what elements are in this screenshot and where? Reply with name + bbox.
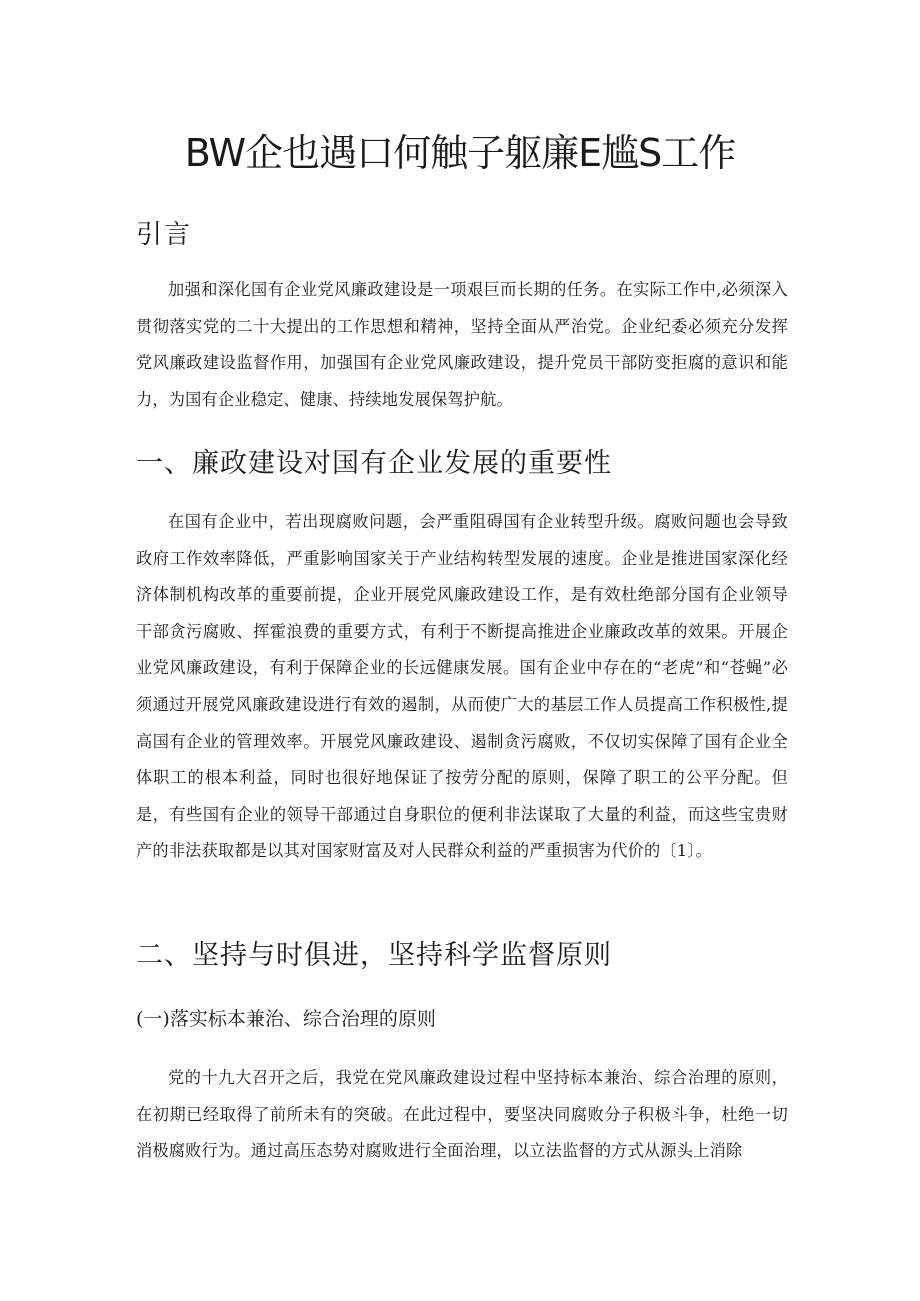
section-1-heading: 一、廉政建设对国有企业发展的重要性 xyxy=(136,448,612,479)
subsection-2-1-paragraph: 党的十九大召开之后，我党在党风廉政建设过程中坚持标本兼治、综合治理的原则，在初期已经取得了前所未有的突破。在此过程中，要坚决同腐败分子积极斗争，杜绝一切消极腐败行为。通过高压态势对腐败进行全面治理，以立法监督的方式从源头上消除 xyxy=(136,1068,788,1161)
document-title: BW企也遇口何触子躯廉E尴S工作 xyxy=(184,131,736,175)
section-1-paragraph: 在国有企业中，若出现腐败问题，会严重阻碍国有企业转型升级。腐败问题也会导致政府工作效率降低，严重影响国家关于产业结构转型发展的速度。企业是推进国家深化经济体制机构改革的重要前提，企业开展党风廉政建设工作，是有效杜绝部分国有企业领导干部贪污腐败、挥霍浪费的重要方式，有利于不断提高推进企业廉政改革的效果。开展企业党风廉政建设，有利于保障企业的长远健康发展。国有企业中存在的“老虎”和“苍蝇”必须通过开展党风廉政建设进行有效的遏制，从而使广大的基层工作人员提高工作积极性,提高国有企业的管理效率。开展党风廉政建设、遏制贪污腐败，不仅切实保障了国有企业全体职工的根本利益，同时也很好地保证了按劳分配的原则，保障了职工的公平分配。但是，有些国有企业的领导干部通过自身职位的便利非法谋取了大量的利益，而这些宝贵财产的非法获取都是以其对国家财富及对人民群众利益的严重损害为代价的〔1〕。 xyxy=(136,512,788,861)
subsection-2-1-heading: (一)落实标本兼治、综合治理的原则 xyxy=(136,1008,436,1030)
section-2-heading: 二、坚持与时俱进，坚持科学监督原则 xyxy=(136,940,612,971)
intro-paragraph: 加强和深化国有企业党风廉政建设是一项艰巨而长期的任务。在实际工作中,必须深入贯彻落实党的二十大提出的工作思想和精神，坚持全面从严治党。企业纪委必须充分发挥党风廉政建设监督作用，加强国有企业党风廉政建设，提升党员干部防变拒腐的意识和能力，为国有企业稳定、健康、持续地发展保驾护航。 xyxy=(136,280,788,409)
intro-heading: 引言 xyxy=(136,220,193,250)
